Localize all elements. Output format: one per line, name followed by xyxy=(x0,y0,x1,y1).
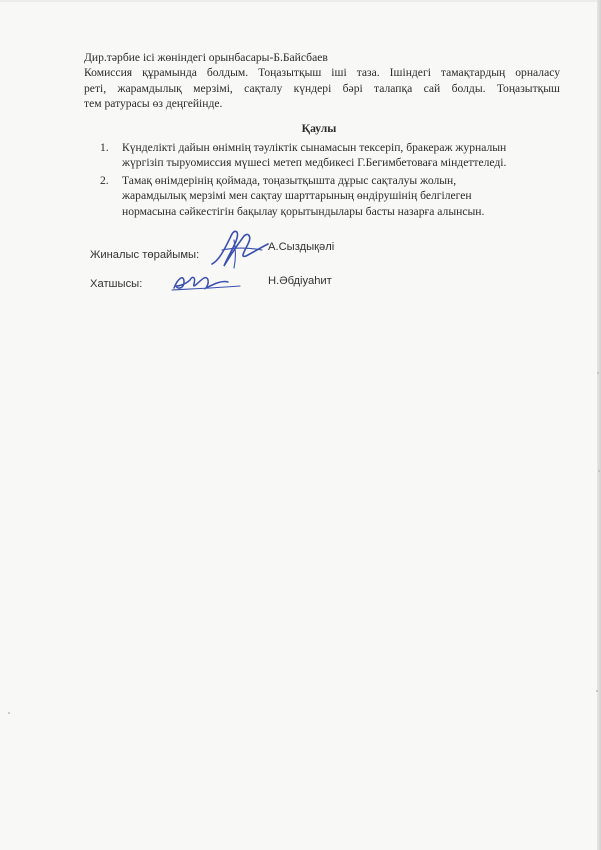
list-item xyxy=(100,140,560,171)
list-item-line: нормасына сәйкестігін бақылау қорытындылары басты назарға алынсын. xyxy=(122,204,485,218)
list-item-line: Тамақ өнімдерінің қоймада, тоңазытқышта дұрыс сақталуы жолын, xyxy=(122,173,457,187)
scan-speck xyxy=(598,470,600,472)
list-item-number: 1. xyxy=(100,141,109,154)
secretary-name: Н.Әбдіуаһит xyxy=(268,275,332,287)
list-item-line: жүргізіп тыруомиссия мүшесі метеп медбикесі Г.Бегимбетоваға міндеттеледі. xyxy=(122,156,507,170)
resolution-heading: Қаулы xyxy=(301,122,337,135)
secretary-signature-image xyxy=(170,270,250,294)
secretary-label: Хатшысы: xyxy=(90,278,143,290)
scan-edge-top xyxy=(0,0,601,2)
list-item-line: жарамдылық мерзімі мен сақтау шарттарының өндірушінің белгілеген xyxy=(122,189,472,203)
scan-edge-right xyxy=(597,0,601,850)
resolution-list xyxy=(100,140,560,221)
chair-signature-image xyxy=(206,226,276,272)
paragraph-line: реті, жарамдылық мерзімі, сақталу күндері бәрі талапқа сай болды. Тоңазытқыш xyxy=(84,81,560,95)
intro-paragraph xyxy=(84,50,560,112)
list-item-number: 2. xyxy=(100,173,109,187)
chair-label: Жиналыс төрайымы: xyxy=(90,249,200,261)
chair-name: А.Сыздықәлі xyxy=(268,241,335,253)
paragraph-line: тем ратурасы өз деңгейінде. xyxy=(84,97,223,111)
scan-speck xyxy=(596,690,598,692)
list-item xyxy=(100,173,560,219)
scan-speck xyxy=(8,712,10,714)
list-item-line: Күнделікті дайын өнімнің тәуліктік сынамасын тексеріп, бракераж журналын xyxy=(122,141,507,154)
paragraph-line: Комиссия құрамында болдым. Тоңазытқыш іші таза. Ішіндегі тамақтардың орналасу xyxy=(84,66,560,80)
deputy-line: Дир.тәрбие ісі жөніндегі орынбасары-Б.Байсбаев xyxy=(84,51,328,64)
scan-speck xyxy=(597,372,599,374)
